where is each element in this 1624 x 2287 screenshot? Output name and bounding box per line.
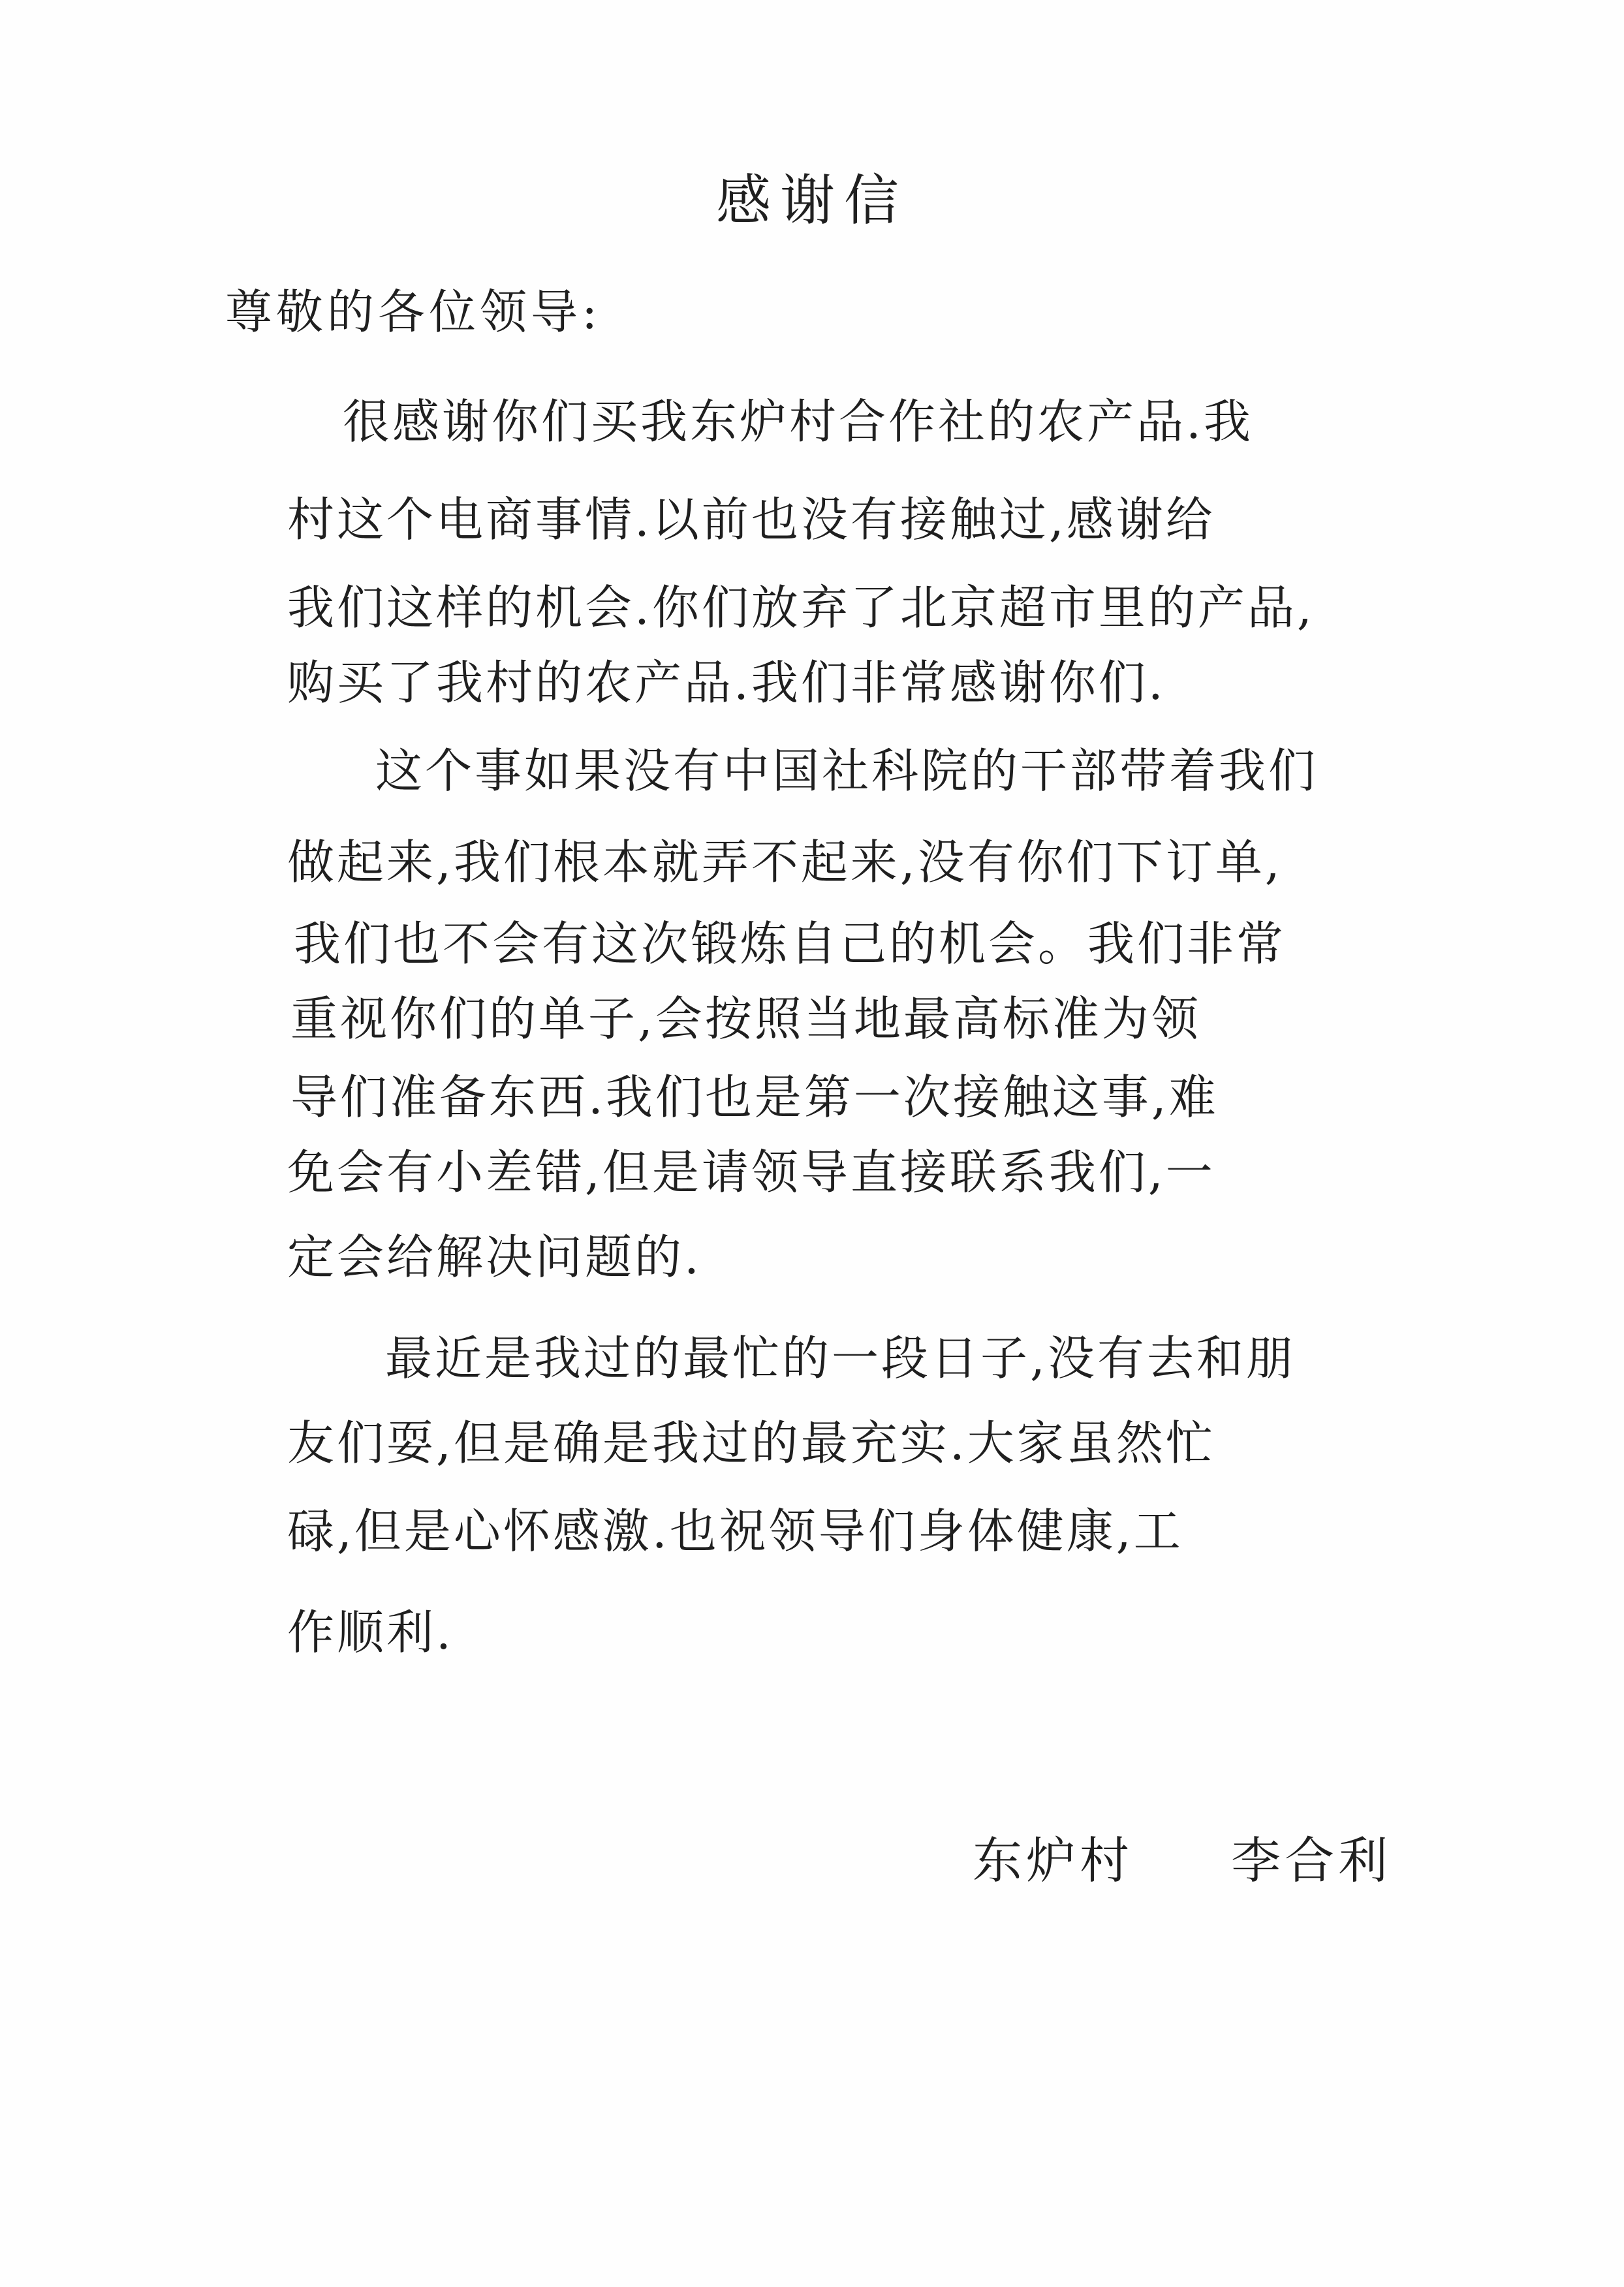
signature-name: 李合利 — [1231, 1831, 1392, 1890]
body-line: 这个事如果没有中国社科院的干部带着我们 — [375, 743, 1319, 798]
body-line: 村这个电商事情.以前也没有接触过,感谢给 — [287, 492, 1215, 547]
body-line: 免会有小差错,但是请领导直接联系我们,一 — [287, 1145, 1215, 1200]
body-line: 做起来,我们根本就弄不起来,没有你们下订单, — [287, 835, 1283, 890]
body-line: 最近是我过的最忙的一段日子,没有去和朋 — [385, 1331, 1296, 1386]
signature-village: 东炉村 — [973, 1831, 1133, 1890]
body-line: 导们准备东西.我们也是第一次接触这事,难 — [290, 1070, 1219, 1125]
body-line: 很感谢你们买我东炉村合作社的农产品.我 — [343, 394, 1253, 449]
body-line: 重视你们的单子,会按照当地最高标准为领 — [290, 991, 1201, 1046]
body-line: 购买了我村的农产品.我们非常感谢你们. — [287, 655, 1166, 710]
body-line: 碌,但是心怀感激.也祝领导们身体健康,工 — [287, 1504, 1183, 1559]
signature — [973, 1821, 1392, 1892]
body-line: 友们耍,但是确是我过的最充实.大家虽然忙 — [287, 1416, 1215, 1470]
salutation: 尊敬的各位领导: — [225, 285, 602, 339]
body-line: 定会给解决问题的. — [287, 1230, 702, 1284]
body-line: 作顺利. — [287, 1605, 454, 1660]
letter-title: 感谢信 — [715, 168, 908, 232]
body-line: 我们这样的机会.你们放弃了北京超市里的产品, — [287, 580, 1315, 635]
body-line: 我们也不会有这次锻炼自己的机会。我们非常 — [294, 916, 1287, 971]
